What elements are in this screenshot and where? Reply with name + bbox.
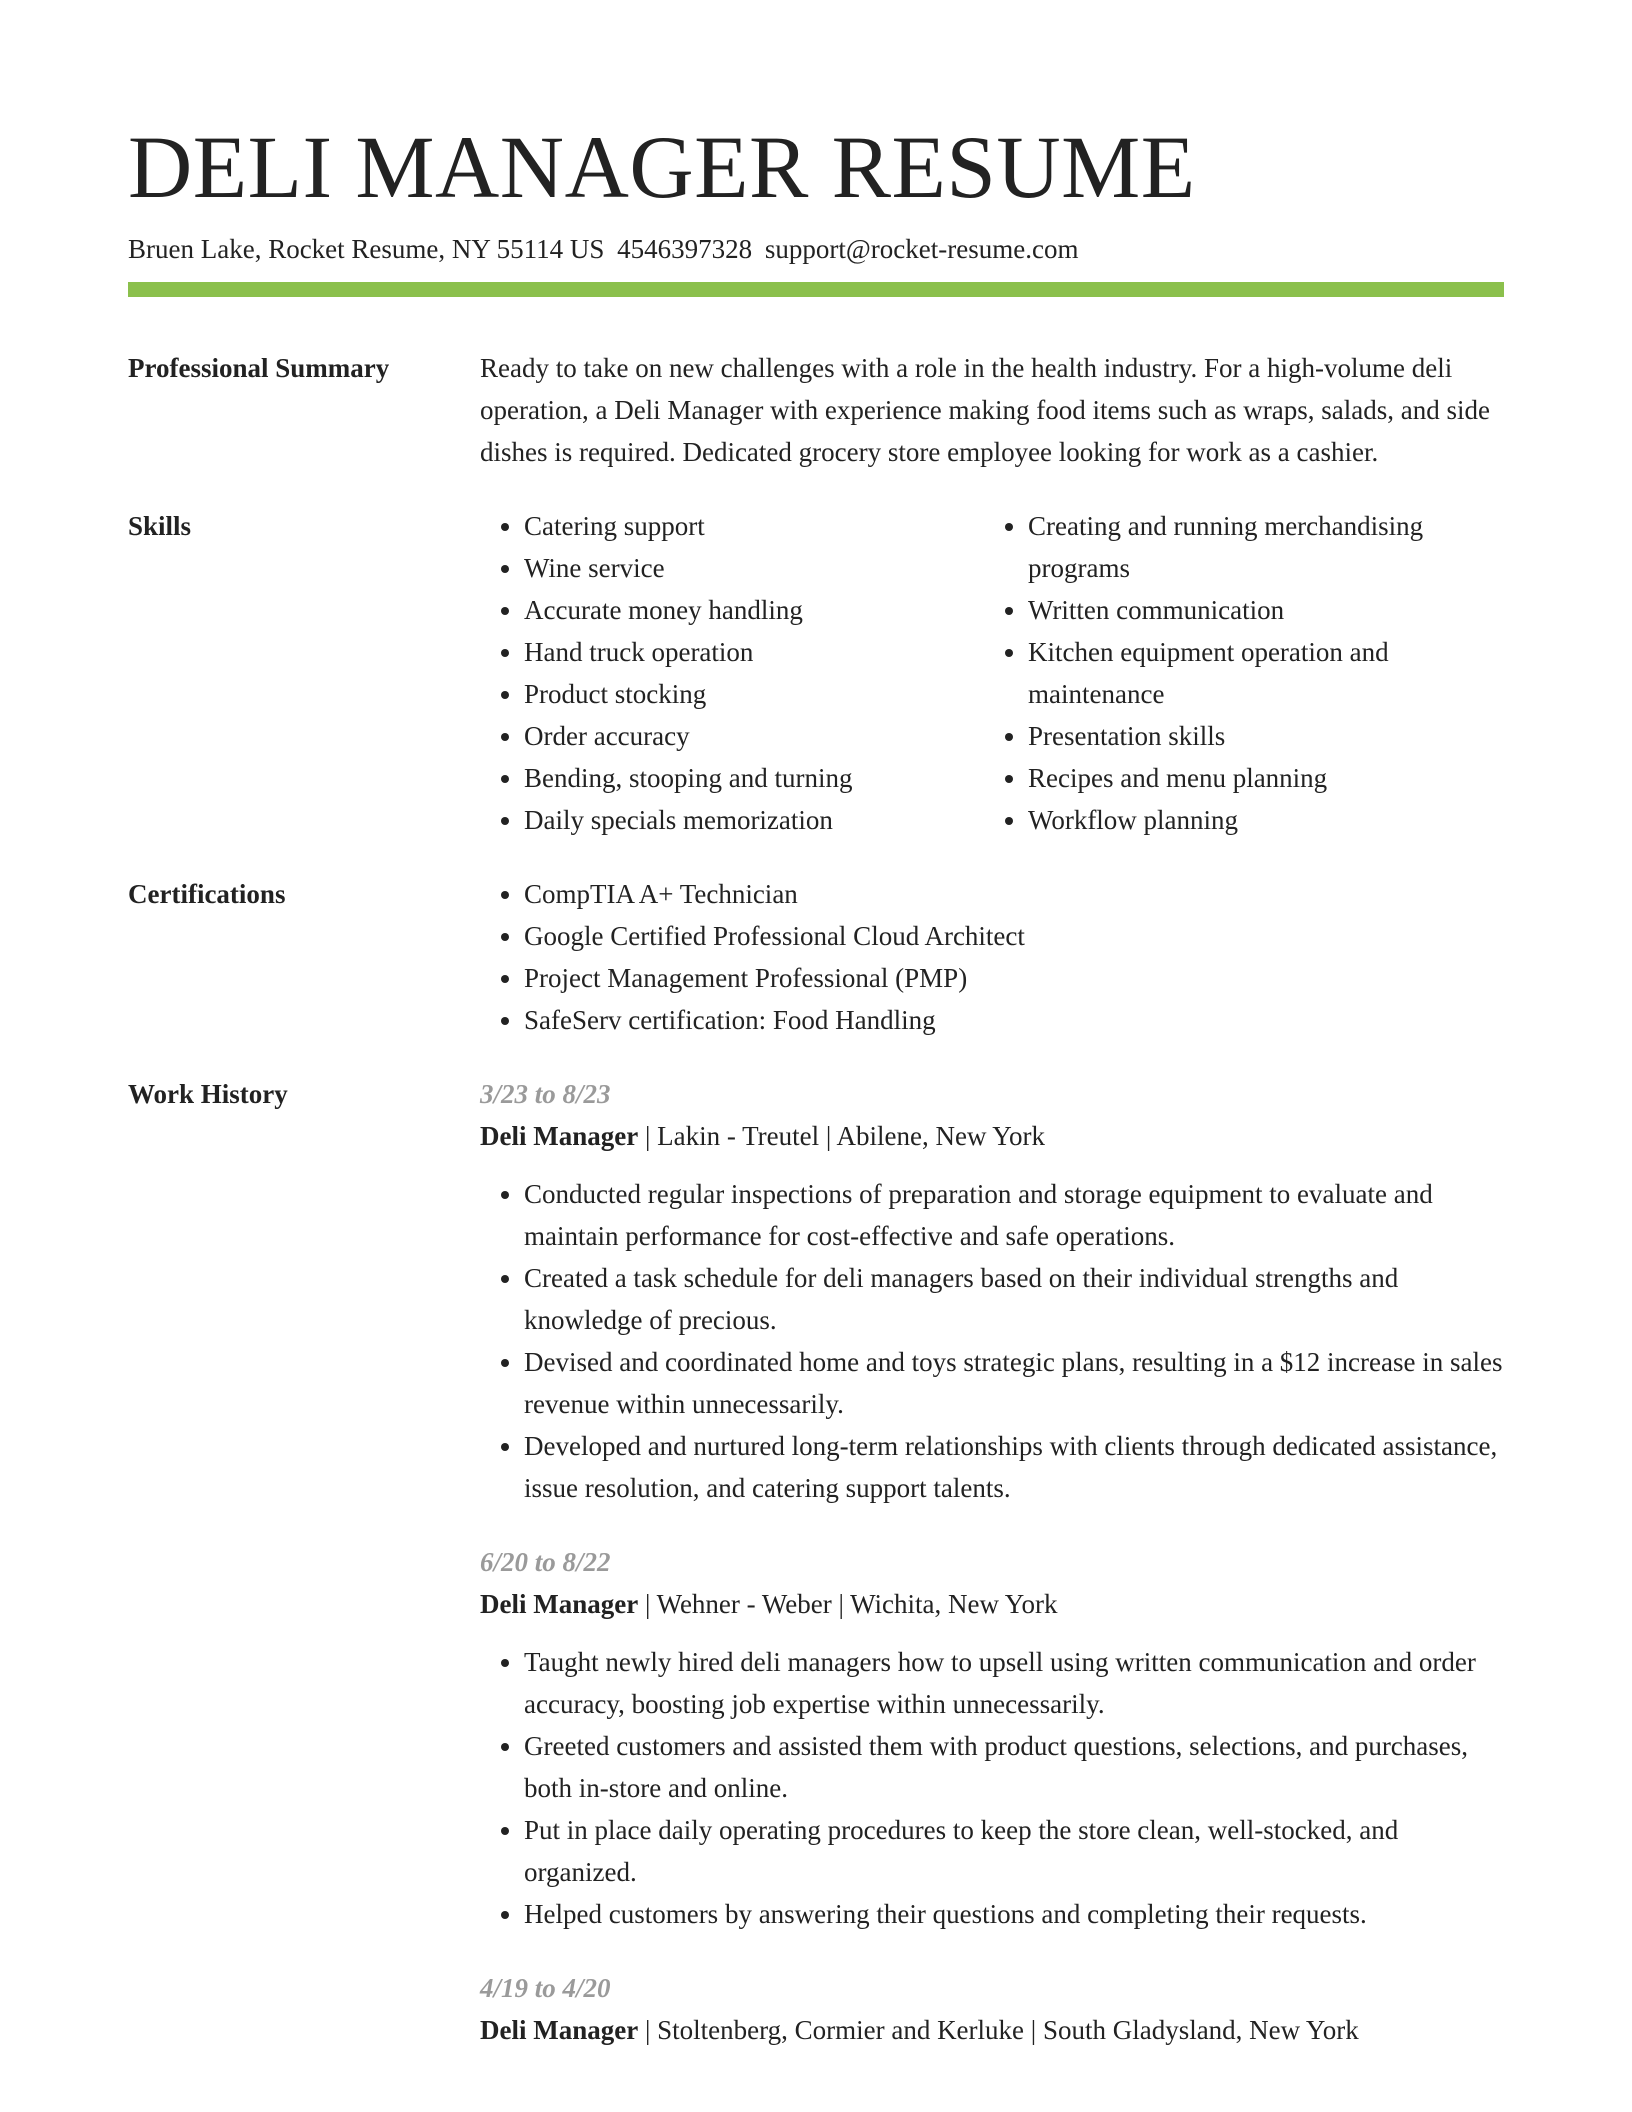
- skill-item: • Accurate money handling: [524, 589, 974, 631]
- job-duty-item: • Conducted regular inspections of preparation and storage equipment to evaluate and maintain performance for cost-effective and safe operations.: [524, 1173, 1504, 1257]
- skills-column-left: [480, 505, 984, 841]
- job-dates: 3/23 to 8/23: [480, 1079, 611, 1109]
- contact-phone: 4546397328: [617, 234, 753, 264]
- section-label-work-history: Work History: [128, 1079, 288, 1109]
- skill-item: • Workflow planning: [1028, 799, 1478, 841]
- section-label-certifications: Certifications: [128, 879, 286, 909]
- section-label-skills: Skills: [128, 511, 192, 541]
- job-title: Deli Manager: [480, 2015, 639, 2045]
- skill-item: • Written communication: [1028, 589, 1478, 631]
- job-duty-item: • Developed and nurtured long-term relationships with clients through dedicated assistance, issue resolution, and catering support talents.: [524, 1425, 1504, 1509]
- skill-item: • Hand truck operation: [524, 631, 974, 673]
- work-history-body: [480, 1073, 1504, 2083]
- skill-item: • Creating and running merchandising programs: [1028, 505, 1478, 589]
- job-title: Deli Manager: [480, 1589, 639, 1619]
- certification-item: • SafeServ certification: Food Handling: [524, 999, 1504, 1041]
- certification-item: • Project Management Professional (PMP): [524, 957, 1504, 999]
- skill-item: • Daily specials memorization: [524, 799, 974, 841]
- job-duty-item: • Taught newly hired deli managers how to upsell using written communication and order accuracy, boosting job expertise within unnecessarily.: [524, 1641, 1504, 1725]
- section-label-summary: Professional Summary: [128, 353, 390, 383]
- skill-item: • Wine service: [524, 547, 974, 589]
- summary-text: Ready to take on new challenges with a role in the health industry. For a high-volume deli operation, a Deli Manager with experience making food items such as wraps, salads, and side dishes is required. Dedicated grocery store employee looking for work as a cashier.: [480, 353, 1490, 467]
- contact-line: [128, 232, 1504, 266]
- job-duty-item: • Created a task schedule for deli managers based on their individual strengths and knowledge of precious.: [524, 1257, 1504, 1341]
- job-location: South Gladysland, New York: [1042, 2015, 1359, 2045]
- certification-item: • CompTIA A+ Technician: [524, 873, 1504, 915]
- job-company: Stoltenberg, Cormier and Kerluke: [657, 2015, 1025, 2045]
- job-separator: |: [838, 1589, 844, 1619]
- contact-address: Bruen Lake, Rocket Resume, NY 55114 US: [128, 234, 605, 264]
- skill-item: • Presentation skills: [1028, 715, 1478, 757]
- summary-section: [128, 347, 1504, 473]
- certifications-section: [128, 873, 1504, 1041]
- job-entry: [480, 1967, 1504, 2051]
- job-company: Wehner - Weber: [656, 1589, 832, 1619]
- accent-divider: [128, 282, 1504, 297]
- job-duties-list: [480, 1641, 1504, 1935]
- job-location: Wichita, New York: [850, 1589, 1058, 1619]
- job-separator: |: [825, 1121, 832, 1151]
- skill-item: • Kitchen equipment operation and maintenance: [1028, 631, 1478, 715]
- skill-item: • Catering support: [524, 505, 974, 547]
- skills-list-right: [984, 505, 1488, 841]
- job-heading: [480, 1115, 1504, 1157]
- job-title: Deli Manager: [480, 1121, 639, 1151]
- job-heading: [480, 1583, 1504, 1625]
- skills-column-right: [984, 505, 1488, 841]
- job-dates: 4/19 to 4/20: [480, 1973, 611, 2003]
- job-separator: |: [644, 2015, 651, 2045]
- job-duties-list: [480, 1173, 1504, 1509]
- certifications-list: [480, 873, 1504, 1041]
- job-duty-item: • Helped customers by answering their questions and completing their requests.: [524, 1893, 1504, 1935]
- skill-item: • Bending, stooping and turning: [524, 757, 974, 799]
- job-duty-item: • Greeted customers and assisted them with product questions, selections, and purchases, both in-store and online.: [524, 1725, 1504, 1809]
- job-entry: [480, 1541, 1504, 1935]
- skills-grid: [480, 505, 1504, 841]
- resume-page: [128, 0, 1504, 2083]
- certifications-body: [480, 873, 1504, 1041]
- certification-item: • Google Certified Professional Cloud Architect: [524, 915, 1504, 957]
- skill-item: • Product stocking: [524, 673, 974, 715]
- job-location: Abilene, New York: [836, 1121, 1046, 1151]
- contact-email: support@rocket-resume.com: [764, 234, 1079, 264]
- job-separator: |: [644, 1589, 651, 1619]
- job-company: Lakin - Treutel: [657, 1121, 820, 1151]
- job-separator: |: [644, 1121, 651, 1151]
- work-history-section: [128, 1073, 1504, 2083]
- job-dates: 6/20 to 8/22: [480, 1547, 611, 1577]
- skills-section: [128, 505, 1504, 841]
- job-heading: [480, 2009, 1504, 2051]
- skill-item: • Recipes and menu planning: [1028, 757, 1478, 799]
- skills-list-left: [480, 505, 984, 841]
- job-duty-item: • Put in place daily operating procedures to keep the store clean, well-stocked, and organized.: [524, 1809, 1504, 1893]
- job-separator: |: [1030, 2015, 1037, 2045]
- job-duty-item: • Devised and coordinated home and toys strategic plans, resulting in a $12 increase in sales revenue within unnecessarily.: [524, 1341, 1504, 1425]
- job-entry: [480, 1073, 1504, 1509]
- skill-item: • Order accuracy: [524, 715, 974, 757]
- resume-title: DELI MANAGER RESUME: [128, 119, 1196, 217]
